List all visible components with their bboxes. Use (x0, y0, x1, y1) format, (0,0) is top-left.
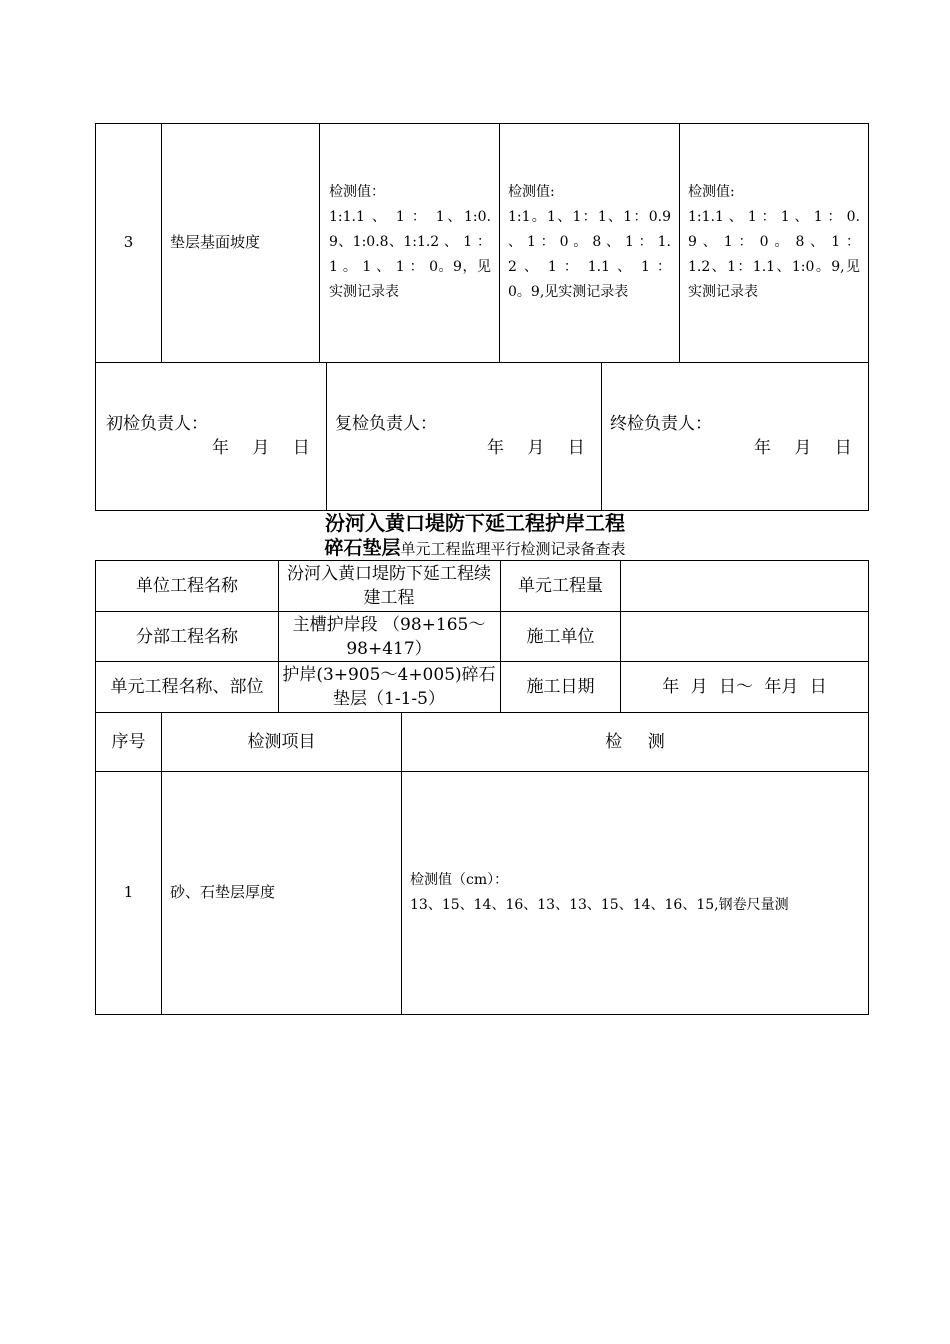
top-table-col-line (319, 123, 320, 362)
second-inspector-date: 年 月 日 (487, 438, 585, 458)
first-inspector-date: 年 月 日 (212, 438, 310, 458)
column-header-item: 检测项目 (247, 732, 316, 752)
second-inspection-label: 检测值: (508, 184, 555, 200)
construction-date-value: 年 月 日～ 年月 日 (662, 677, 827, 697)
header-col-line (278, 560, 279, 712)
construction-date-label: 施工日期 (526, 677, 595, 697)
row-number: 1 (123, 883, 134, 901)
construction-unit-label: 施工单位 (526, 626, 595, 647)
unit-quantity-label: 单元工程量 (518, 576, 603, 596)
second-inspector-label: 复检负责人： (335, 414, 437, 434)
column-header-detect: 检 测 (605, 732, 665, 752)
document-title: 汾河入黄口堤防下延工程护岸工程 (325, 511, 625, 535)
construction-unit-value (621, 612, 868, 661)
first-inspection-cell (329, 180, 491, 305)
subtitle-normal: 单元工程监理平行检测记录备查表 (400, 540, 626, 558)
element-name-label: 单元工程名称、部位 (110, 677, 264, 697)
final-inspector-label: 终检负责人： (610, 414, 712, 434)
row-number: 3 (123, 233, 134, 251)
document-subtitle (0, 536, 950, 561)
top-table-col-line (161, 123, 162, 362)
inspection-item: 垫层基面坡度 (170, 233, 261, 251)
final-inspection-values: 1:1.1 、 1 ： 1 、 1 ： 0.9 、 1 ： 0 。 8 、 1 ： 1.2、1：1.1、1:0。9,见实测记录表 (688, 209, 860, 300)
final-inspection-cell (688, 180, 860, 305)
unit-project-label: 单位工程名称 (136, 576, 238, 596)
first-inspector-label: 初检负责人： (106, 414, 208, 434)
detection-label: 检测值（cm）： (410, 872, 509, 888)
top-table-col-line (499, 123, 500, 362)
signature-col-line (326, 362, 327, 511)
signature-col-line (601, 362, 602, 511)
unit-project-value: 汾河入黄口堤防下延工程续建工程 (287, 564, 491, 608)
unit-quantity-value (621, 561, 868, 611)
first-inspection-values: 1:1.1 、 1 ： 1、1:0.9、1:0.8、1:1.2 、 1 ： 1 。 1 、 1 ： 0。9，见实测记录表 (329, 209, 491, 300)
detail-header-line (95, 771, 869, 772)
first-inspection-label: 检测值： (329, 184, 385, 200)
final-inspection-label: 检测值: (688, 184, 735, 200)
second-inspection-cell (508, 180, 671, 305)
detection-cell (410, 868, 860, 918)
final-inspector-date: 年 月 日 (754, 438, 852, 458)
top-table-divider (95, 362, 869, 363)
second-inspection-values: 1:1。1、1：1、1：0.9 、 1 ： 0 。 8 、 1 ： 1.2 、 1 ： 1.1 、 1 ： 0。9,见实测记录表 (508, 209, 671, 300)
top-table-col-line (679, 123, 680, 362)
subtitle-bold: 碎石垫层 (324, 537, 401, 559)
element-name-value: 护岸(3+905～4+005)碎石垫层（1-1-5） (282, 665, 496, 709)
detection-values: 13、15、14、16、13、13、15、14、16、15,钢卷尺量测 (410, 897, 789, 913)
sub-project-value: 主槽护岸段 （98+165～98+417） (292, 614, 486, 659)
inspection-item: 砂、石垫层厚度 (170, 883, 276, 901)
sub-project-label: 分部工程名称 (136, 626, 238, 647)
column-header-no: 序号 (111, 732, 146, 752)
